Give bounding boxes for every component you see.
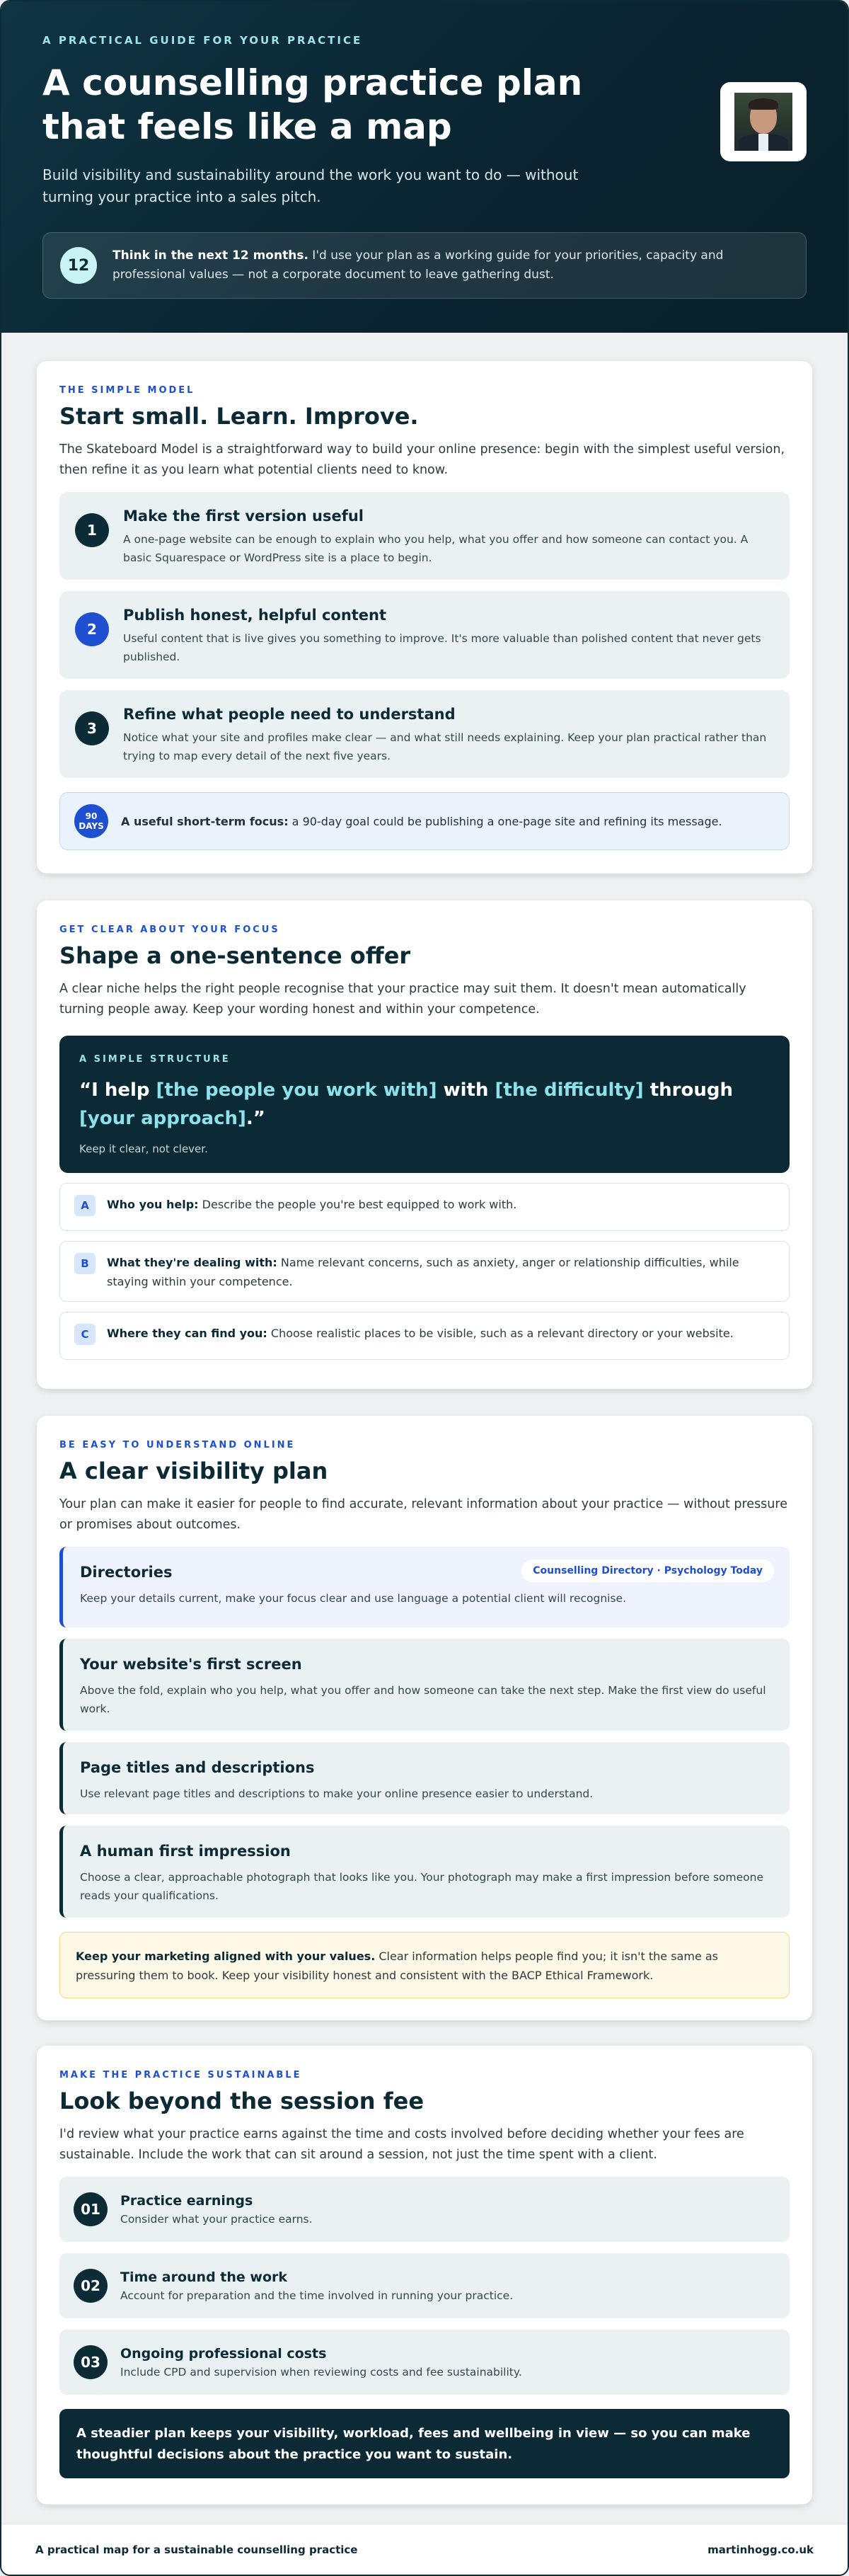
months-badge: 12 — [60, 247, 97, 284]
notice-bold: Think in the next 12 months. — [112, 248, 308, 263]
visibility-item-photo — [59, 1826, 790, 1918]
step-text: Notice what your site and profiles make clear — and what still needs explaining. Keep your plan practical rather than trying to map every detail of the next five years. — [123, 731, 767, 762]
page-title: A counselling practice plan that feels like a map — [42, 62, 583, 147]
cost-number: 03 — [74, 2345, 108, 2379]
quote-part: through — [643, 1080, 733, 1101]
section-eyebrow: MAKE THE PRACTICE SUSTAINABLE — [59, 2070, 302, 2080]
row-text — [107, 1253, 775, 1291]
row-bold: What they're dealing with: — [107, 1256, 277, 1269]
cost-title: Practice earnings — [120, 2193, 253, 2209]
focus-bold: A useful short-term focus: — [121, 814, 289, 828]
footer-tagline: A practical map for a sustainable counselling practice — [35, 2543, 358, 2556]
offer-row — [59, 1312, 790, 1360]
step-text: A one-page website can be enough to explain who you help, what you offer and how someone can contact you. A basic Squarespace or WordPress site is a place to begin. — [123, 533, 749, 564]
hero-eyebrow: A PRACTICAL GUIDE FOR YOUR PRACTICE — [42, 34, 363, 47]
section-intro: The Skateboard Model is a straightforward way to build your online presence: begin with the simplest useful version, then refine it as you learn what potential clients need to know. — [59, 442, 785, 477]
step-title: Publish honest, helpful content — [123, 607, 387, 624]
days-badge-number: 90 — [85, 811, 98, 821]
quote-placeholder: [your approach] — [79, 1108, 246, 1129]
step-text: Useful content that is live gives you something to improve. It's more valuable than polished content that never gets published. — [123, 632, 761, 663]
cost-text: Consider what your practice earns. — [120, 2213, 313, 2226]
quote-part: .” — [246, 1108, 265, 1129]
notice-body: I'd use your plan as a working guide for your priorities, capacity and professional values — not a corporate document to leave gathering dust. — [112, 248, 724, 282]
offer-structure — [59, 1036, 790, 1173]
row-body: Describe the people you're best equipped to work with. — [198, 1198, 517, 1211]
step-number: 1 — [75, 513, 109, 547]
section-title: Look beyond the session fee — [59, 2088, 424, 2114]
cost-item — [59, 2177, 790, 2242]
quote-placeholder: [the difficulty] — [495, 1080, 644, 1101]
section-intro: I'd review what your practice earns against the time and costs involved before deciding whether your fees are sustainable. Include the work that can sit around a session, not just the time spent with a client. — [59, 2127, 744, 2162]
section-simple-model — [37, 361, 812, 874]
planning-notice — [42, 232, 807, 299]
item-text: Above the fold, explain who you help, what you offer and how someone can take the next step. Make the first view do useful work. — [80, 1684, 766, 1715]
item-text: Use relevant page titles and descriptions to make your online presence easier to understand. — [80, 1787, 594, 1800]
step-number: 2 — [75, 612, 109, 646]
portrait-photo — [734, 93, 792, 151]
item-title: A human first impression — [80, 1843, 291, 1860]
section-title: Start small. Learn. Improve. — [59, 403, 419, 430]
directories-pill: Counselling Directory · Psychology Today — [521, 1559, 774, 1582]
row-letter: C — [74, 1324, 96, 1345]
hero-lede: Build visibility and sustainability around the work you want to do — without turning your practice into a sales pitch. — [42, 166, 579, 205]
cost-item — [59, 2253, 790, 2318]
step-title: Make the first version useful — [123, 508, 364, 525]
row-text — [107, 1195, 516, 1214]
item-title: Page titles and descriptions — [80, 1759, 315, 1776]
row-letter: B — [74, 1253, 96, 1274]
visibility-item-website — [59, 1639, 790, 1731]
item-title: Directories — [80, 1564, 173, 1581]
quote-part: with — [437, 1080, 495, 1101]
offer-row — [59, 1183, 790, 1231]
row-bold: Where they can find you: — [107, 1327, 267, 1340]
section-title: Shape a one-sentence offer — [59, 942, 411, 969]
item-text: Choose a clear, approachable photograph that looks like you. Your photograph may make a first impression before someone reads your qualifications. — [80, 1871, 763, 1902]
footer-site-link[interactable]: martinhogg.co.uk — [708, 2543, 814, 2556]
days-badge-unit: DAYS — [79, 821, 104, 831]
section-eyebrow: BE EASY TO UNDERSTAND ONLINE — [59, 1440, 296, 1450]
focus-callout — [59, 792, 790, 850]
days-badge — [74, 804, 108, 838]
step-item — [59, 492, 790, 580]
step-item — [59, 690, 790, 778]
structure-subtext: Keep it clear, not clever. — [79, 1143, 208, 1155]
quote-part: “I help — [79, 1080, 156, 1101]
section-title: A clear visibility plan — [59, 1458, 328, 1484]
footer — [1, 2524, 848, 2575]
cost-title: Time around the work — [120, 2269, 288, 2285]
cost-item — [59, 2330, 790, 2395]
step-title: Refine what people need to understand — [123, 706, 456, 723]
focus-body: a 90-day goal could be publishing a one-page site and refining its message. — [288, 814, 722, 828]
cost-text: Include CPD and supervision when reviewing costs and fee sustainability. — [120, 2366, 522, 2378]
structure-eyebrow: A SIMPLE STRUCTURE — [79, 1054, 231, 1065]
values-body: Clear information helps people find you; it isn't the same as pressuring them to book. Keep your visibility honest and consistent with the BACP Ethical Framework. — [76, 1950, 719, 1982]
section-eyebrow: THE SIMPLE MODEL — [59, 385, 195, 396]
item-text: Keep your details current, make your focus clear and use language a potential client will recognise. — [80, 1592, 627, 1605]
section-sustainable — [37, 2046, 812, 2505]
step-number: 3 — [75, 711, 109, 745]
item-title: Your website's first screen — [80, 1656, 302, 1673]
step-item — [59, 591, 790, 679]
cost-number: 02 — [74, 2269, 108, 2303]
focus-text — [121, 815, 722, 828]
row-text — [107, 1324, 734, 1343]
author-portrait — [720, 82, 807, 161]
section-offer — [37, 900, 812, 1389]
quote-placeholder: [the people you work with] — [156, 1080, 437, 1101]
cost-number: 01 — [74, 2192, 108, 2226]
cost-title: Ongoing professional costs — [120, 2346, 327, 2362]
section-intro: A clear niche helps the right people recognise that your practice may suit them. It doesn't mean automatically turning people away. Keep your wording honest and within your competence. — [59, 982, 746, 1017]
visibility-item-titles — [59, 1742, 790, 1814]
section-visibility — [37, 1416, 812, 2020]
row-body: Name relevant concerns, such as anxiety, anger or relationship difficulties, while staying within your competence. — [107, 1256, 739, 1288]
row-letter: A — [74, 1195, 96, 1216]
values-bold: Keep your marketing aligned with your values. — [76, 1950, 376, 1963]
section-eyebrow: GET CLEAR ABOUT YOUR FOCUS — [59, 925, 280, 935]
values-callout — [59, 1932, 790, 1998]
visibility-item-directories — [59, 1547, 790, 1627]
row-bold: Who you help: — [107, 1198, 199, 1211]
notice-text — [112, 246, 789, 285]
closing-callout: A steadier plan keeps your visibility, workload, fees and wellbeing in view — so you can make thoughtful decisions about the practice you want to sustain. — [59, 2409, 790, 2478]
section-intro: Your plan can make it easier for people to find accurate, relevant information about your practice — without pressure or promises about outcomes. — [59, 1497, 787, 1532]
row-body: Choose realistic places to be visible, such as a relevant directory or your website. — [267, 1327, 734, 1340]
cost-text: Account for preparation and the time involved in running your practice. — [120, 2289, 514, 2302]
offer-row — [59, 1241, 790, 1302]
hero — [1, 1, 848, 333]
offer-template-quote — [79, 1076, 770, 1133]
